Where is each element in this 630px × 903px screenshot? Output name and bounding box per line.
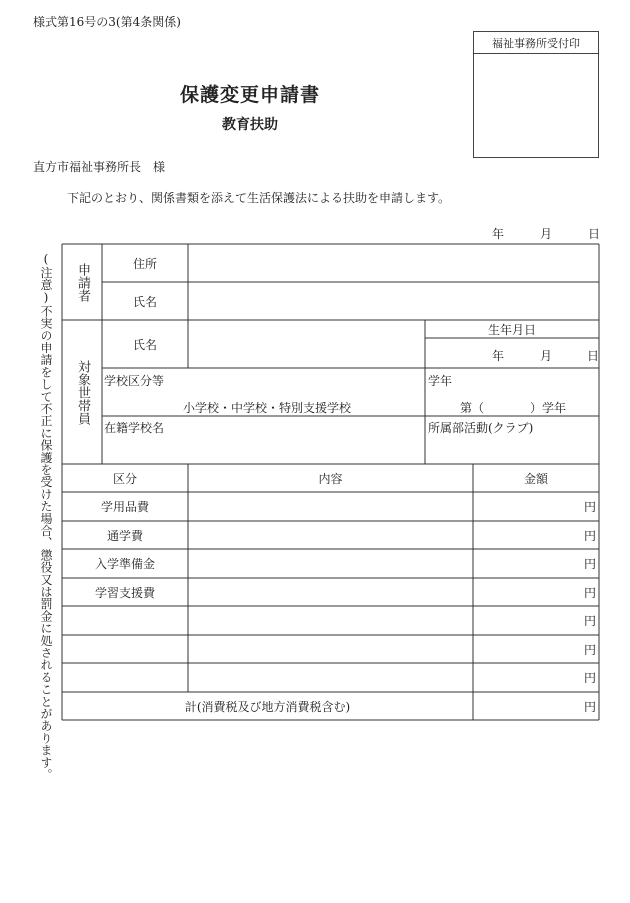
member-section-label: 対象世帯員 — [75, 359, 90, 425]
school-type-label: 学校区分等 — [104, 374, 165, 388]
form-number: 様式第16号の3(第4条関係) — [33, 15, 181, 29]
total-label: 計(消費税及び地方消費税含む) — [184, 699, 351, 714]
applicant-section-label: 申請者 — [75, 262, 90, 302]
total-yen: 円 — [583, 699, 596, 714]
header-content: 内容 — [318, 471, 343, 486]
date-month-label: 月 — [540, 227, 553, 241]
row-commute: 通学費 — [106, 528, 143, 543]
amount-yen-7: 円 — [583, 671, 596, 685]
birth-year-label: 年 — [492, 349, 505, 363]
club-label: 所属部活動(クラブ) — [428, 421, 534, 435]
applicant-address-field[interactable] — [188, 244, 599, 282]
member-name-label: 氏名 — [132, 337, 157, 352]
birth-month-label: 月 — [540, 349, 553, 363]
header-amount: 金額 — [523, 471, 548, 486]
addressee: 直方市福祉事務所長 様 — [33, 160, 166, 174]
school-type-options[interactable]: 小学校・中学校・特別支援学校 — [183, 401, 352, 415]
amount-yen-5: 円 — [583, 614, 596, 628]
date-year-label: 年 — [492, 227, 505, 241]
applicant-name-label: 氏名 — [132, 294, 157, 309]
applicant-name-field[interactable] — [188, 282, 599, 320]
page-title: 保護変更申請書 — [180, 84, 321, 106]
amount-yen-2: 円 — [583, 528, 596, 543]
amount-yen-3: 円 — [583, 557, 596, 571]
applicant-address-label: 住所 — [132, 256, 157, 271]
row-school-supplies: 学用品費 — [100, 500, 149, 514]
birth-day-label: 日 — [587, 349, 600, 363]
grade-prefix: 第（ — [460, 401, 485, 415]
amount-yen-4: 円 — [583, 585, 596, 600]
member-name-field[interactable] — [188, 320, 425, 368]
amount-yen-1: 円 — [583, 500, 596, 514]
grade-label: 学年 — [428, 374, 453, 388]
caution-note: (注意)不実の申請をして不正に保護を受けた場合、懲役又は罰金に処されることがあります。 — [39, 252, 53, 781]
page-subtitle: 教育扶助 — [222, 117, 278, 133]
row-learning-support: 学習支援費 — [94, 585, 155, 600]
amount-yen-6: 円 — [583, 642, 596, 657]
birthdate-label: 生年月日 — [487, 322, 536, 337]
row-admission-prep: 入学準備金 — [94, 557, 155, 571]
intro-text: 下記のとおり、関係書類を添えて生活保護法による扶助を申請します。 — [67, 191, 451, 205]
school-name-label: 在籍学校名 — [104, 421, 165, 435]
date-day-label: 日 — [588, 227, 601, 241]
grade-suffix: ）学年 — [530, 401, 567, 415]
reception-stamp-label: 福祉事務所受付印 — [474, 32, 598, 54]
header-category: 区分 — [112, 471, 137, 486]
